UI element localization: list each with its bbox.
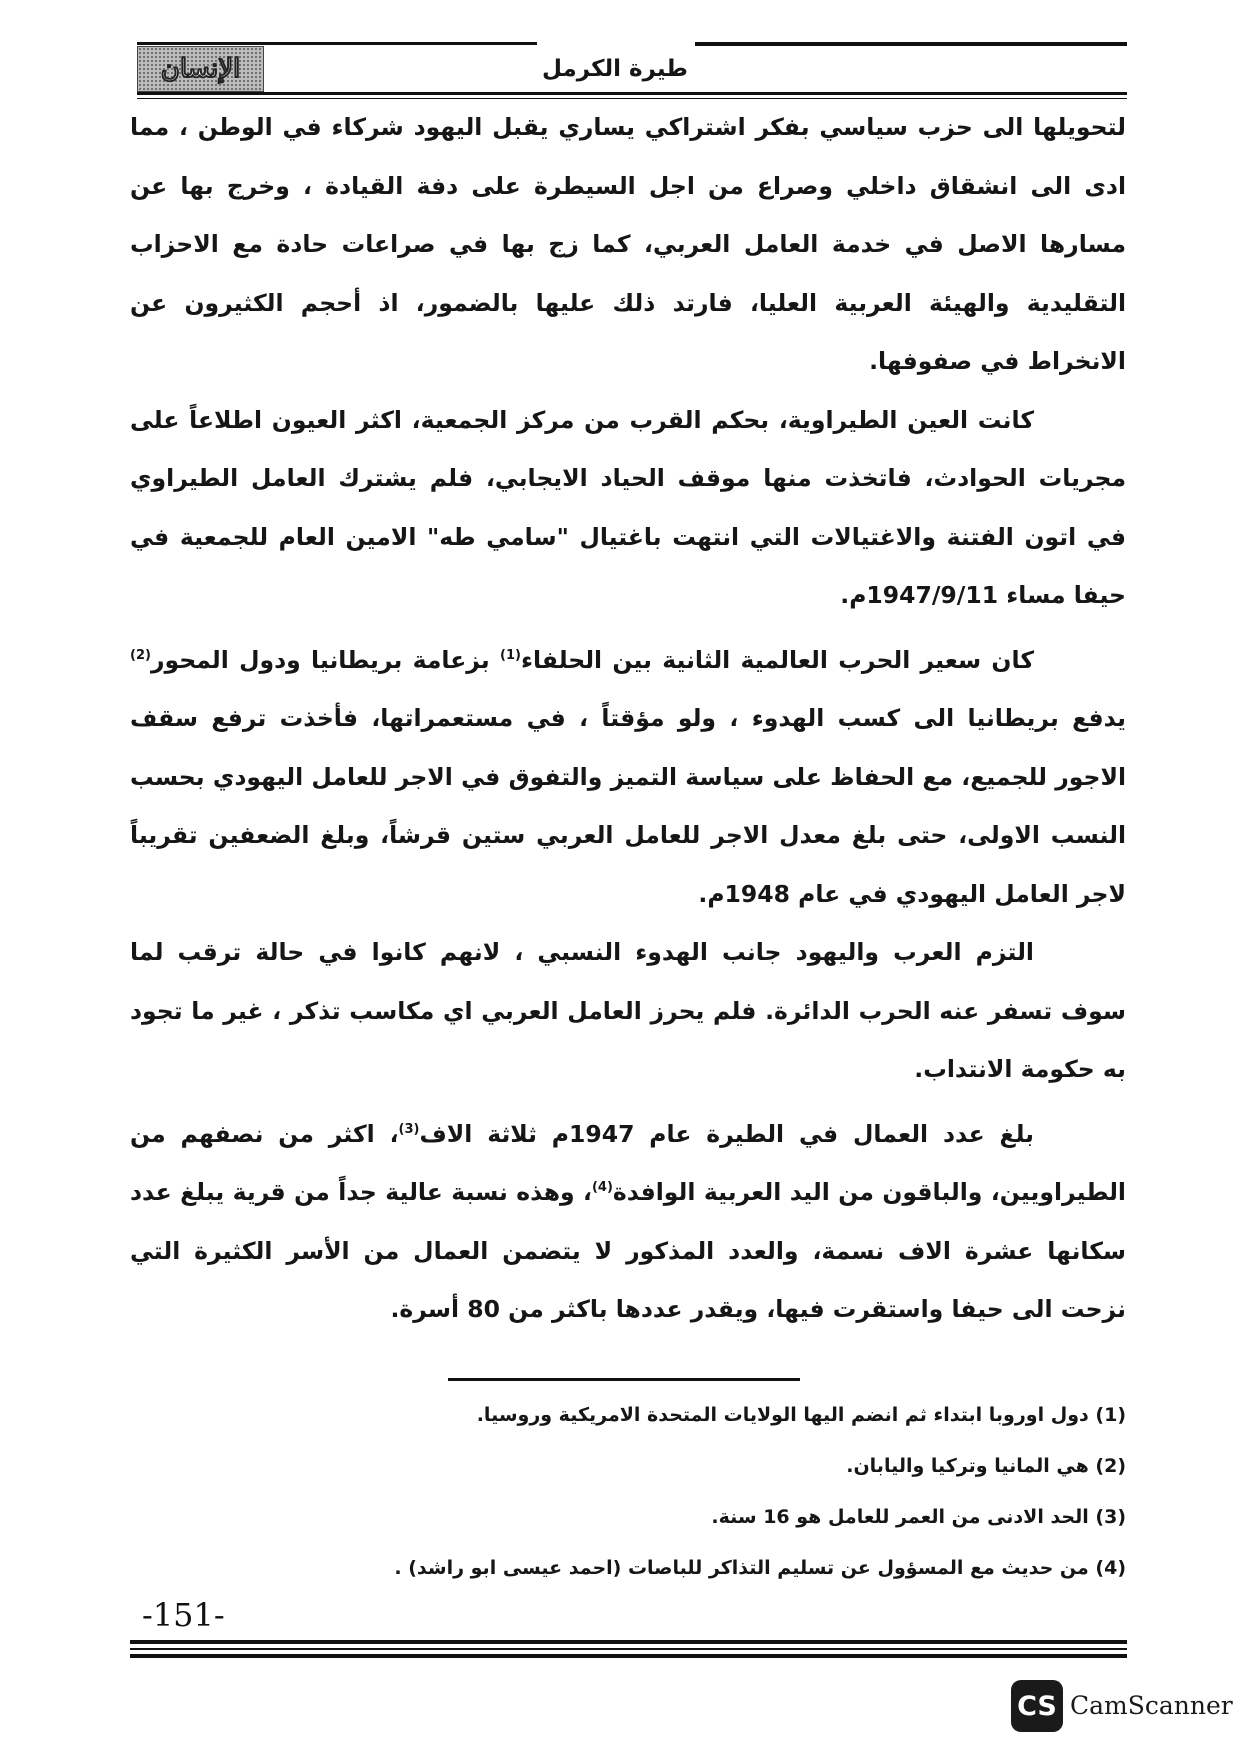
footnote-ref-1: (1) [499,647,521,663]
paragraph-1: لتحويلها الى حزب سياسي بفكر اشتراكي يساري يقبل اليهود شركاء في الوطن ، مما ادى الى انشقاق داخلي وصراع من اجل السيطرة على دفة القيادة ، وخرج بها عن مسارها الاصل في خدمة العامل العربي، كما زج بها في صراعات حادة مع الاحزاب التقليدية والهيئة العربية العليا، فارتد ذلك عليها بالضمور، اذ أحجم الكثيرون عن الانخراط في صفوفها. [130,113,1126,375]
header-rule-top [695,42,1127,46]
footnote-1: (1) دول اوروبا ابتداء ثم انضم اليها الولايات المتحدة الامريكية وروسيا. [476,1404,1126,1426]
paragraph-4: التزم العرب واليهود جانب الهدوء النسبي ، لانهم كانوا في حالة ترقب لما سوف تسفر عنه الحرب الدائرة. فلم يحرز العامل العربي اي مكاسب تذكر ، غير ما تجود به حكومة الانتداب. [130,938,1126,1083]
footer-rule-top [130,1640,1127,1644]
paragraph-5-text-b: ، اكثر من نصفهم من الطيراويين، والباقون من اليد العربية الوافدة [130,1119,1126,1206]
footnote-ref-2: (2) [130,647,151,663]
footer-rule-middle [130,1648,1127,1650]
footnote-ref-4: (4) [591,1180,613,1196]
footnote-separator [448,1378,800,1381]
footer-rule-bottom [130,1654,1127,1658]
camscanner-logo-icon: CS [1011,1680,1063,1732]
paragraph-3-text-b: بزعامة بريطانيا ودول المحور [150,645,500,674]
paragraph-2: كانت العين الطيراوية، بحكم القرب من مركز الجمعية، اكثر العيون اطلاعاً على مجريات الحوادث، فاتخذت منها موقف الحياد الايجابي، فلم يشترك العامل الطيراوي في اتون الفتنة والاغتيالات التي انتهت باغتيال "سامي طه" الامين العام للجمعية في حيفا مساء 1947/9/11م. [130,405,1126,609]
paragraph-3 [130,631,1126,924]
paragraph-3-text-a: كان سعير الحرب العالمية الثانية بين الحلفاء [520,645,1034,674]
section-tag [137,46,264,92]
footnote-ref-3: (3) [398,1121,420,1137]
paragraph-5-text-a: بلغ عدد العمال في الطيرة عام 1947م ثلاثة الاف [419,1119,1034,1148]
header-rule-bottom [137,92,1127,95]
running-title: طيرة الكرمل [542,56,688,82]
paragraph-3-text-c: يدفع بريطانيا الى كسب الهدوء ، ولو مؤقتاً ، في مستعمراتها، فأخذت ترفع سقف الاجور للجميع، مع الحفاظ على سياسة التميز والتفوق في الاجر للعامل اليهودي بحسب النسب الاولى، حتى بلغ معدل الاجر للعامل العربي ستين قرشاً، وبلغ الضعفين تقريباً لاجر العامل اليهودي في عام 1948م. [130,704,1126,908]
paragraph-5-text-c: ، وهذه نسبة عالية جداً من قرية يبلغ عدد سكانها عشرة الاف نسمة، والعدد المذكور لا يتضمن العمال من الأسر الكثيرة التي نزحت الى حيفا واستقرت فيها، ويقدر عددها باكثر من 80 أسرة. [130,1178,1126,1323]
footnotes [200,1390,1126,1594]
body-text [130,98,1126,1339]
camscanner-watermark: CamScanner [1070,1691,1233,1720]
footnote-3: (3) الحد الادنى من العمر للعامل هو 16 سنة. [711,1506,1126,1528]
footnote-4: (4) من حديث مع المسؤول عن تسليم التذاكر للباصات (احمد عيسى ابو راشد) . [394,1557,1126,1579]
paragraph-5 [130,1105,1126,1339]
section-tag-label: الإنسان [160,54,241,84]
page-number: -151- [142,1596,225,1634]
header-rule-left-top [137,42,537,45]
footnote-2: (2) هي المانيا وتركيا واليابان. [846,1455,1126,1477]
